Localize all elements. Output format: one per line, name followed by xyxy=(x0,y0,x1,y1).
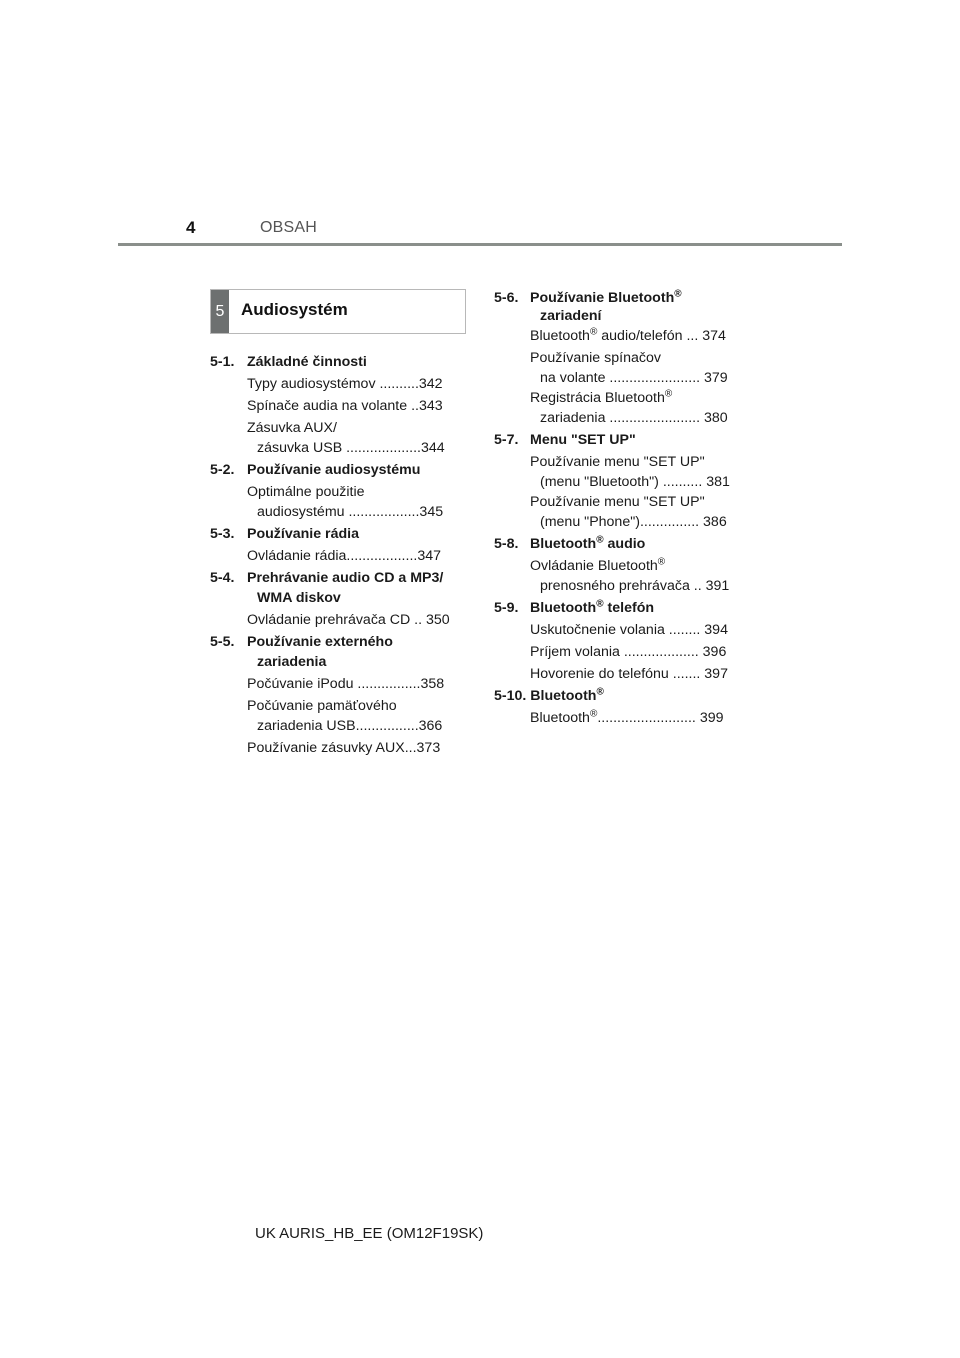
section-title: Používanie externého xyxy=(247,634,393,650)
toc-entry[interactable]: Používanie zásuvky AUX...373 xyxy=(247,740,441,756)
toc-entry-continued[interactable]: (menu "Phone")............... 386 xyxy=(540,514,727,530)
registered-mark: ® xyxy=(589,326,598,338)
toc-entry[interactable]: Používanie menu "SET UP" xyxy=(530,494,705,510)
toc-entry-continued[interactable]: na volante ....................... 379 xyxy=(540,370,728,386)
toc-section-5-10[interactable] xyxy=(494,686,604,706)
registered-mark: ® xyxy=(596,598,604,610)
entry-page: audio/telefón ... 374 xyxy=(597,328,726,344)
page-number: 4 xyxy=(186,218,196,237)
registered-mark: ® xyxy=(596,534,604,546)
toc-entry[interactable]: Uskutočnenie volania ........ 394 xyxy=(530,622,728,638)
toc-entry[interactable]: Používanie spínačov xyxy=(530,350,661,366)
toc-entry[interactable] xyxy=(530,556,665,576)
section-number: 5-9. xyxy=(494,600,519,616)
toc-entry[interactable]: Typy audiosystémov ..........342 xyxy=(247,376,443,392)
registered-mark: ® xyxy=(589,708,598,720)
chapter-number-tab: 5 xyxy=(211,290,229,333)
toc-section-title-continued[interactable]: WMA diskov xyxy=(257,590,341,606)
section-title: Používanie rádia xyxy=(247,526,359,542)
chapter-heading-box xyxy=(210,289,466,334)
toc-section-title-continued[interactable]: zariadení xyxy=(540,308,602,324)
toc-entry-continued[interactable]: zásuvka USB ...................344 xyxy=(257,440,445,456)
section-title: Základné činnosti xyxy=(247,354,367,370)
toc-entry-continued[interactable]: audiosystému ..................345 xyxy=(257,504,444,520)
toc-entry[interactable]: Optimálne použitie xyxy=(247,484,365,500)
chapter-title: Audiosystém xyxy=(241,300,348,319)
toc-entry[interactable] xyxy=(530,388,672,408)
section-number: 5-4. xyxy=(210,570,235,586)
section-number: 5-3. xyxy=(210,526,235,542)
toc-entry[interactable]: Príjem volania ................... 396 xyxy=(530,644,727,660)
toc-entry[interactable]: Hovorenie do telefónu ....... 397 xyxy=(530,666,728,682)
toc-section-5-1[interactable] xyxy=(210,352,367,372)
page-header-title: OBSAH xyxy=(260,219,318,236)
toc-section-5-6[interactable] xyxy=(494,288,682,308)
toc-section-5-3[interactable] xyxy=(210,524,359,544)
entry-text: Bluetooth xyxy=(530,710,590,726)
toc-section-5-8[interactable] xyxy=(494,534,645,554)
toc-entry-continued[interactable]: (menu "Bluetooth") .......... 381 xyxy=(540,474,730,490)
entry-text: Ovládanie Bluetooth xyxy=(530,558,658,574)
toc-entry-continued[interactable]: zariadenia ....................... 380 xyxy=(540,410,728,426)
toc-entry[interactable]: Počúvanie iPodu ................358 xyxy=(247,676,445,692)
section-title: Menu "SET UP" xyxy=(530,432,636,448)
section-title: Bluetooth xyxy=(530,600,597,616)
toc-entry[interactable]: Ovládanie prehrávača CD .. 350 xyxy=(247,612,450,628)
registered-mark: ® xyxy=(657,556,666,568)
registered-mark: ® xyxy=(674,288,682,300)
toc-entry[interactable]: Počúvanie pamäťového xyxy=(247,698,397,714)
entry-text: Registrácia Bluetooth xyxy=(530,390,665,406)
entry-page: ......................... 399 xyxy=(597,710,724,726)
section-title: 5-10. Bluetooth xyxy=(494,688,597,704)
registered-mark: ® xyxy=(664,388,673,400)
toc-section-title-continued[interactable]: zariadenia xyxy=(257,654,327,670)
section-title-suffix: audio xyxy=(603,536,646,552)
section-number: 5-7. xyxy=(494,432,519,448)
registered-mark: ® xyxy=(596,686,604,698)
section-title: Používanie audiosystému xyxy=(247,462,421,478)
section-title-suffix: telefón xyxy=(603,600,655,616)
toc-section-5-9[interactable] xyxy=(494,598,654,618)
section-title: Bluetooth xyxy=(530,536,597,552)
toc-entry[interactable]: Ovládanie rádia..................347 xyxy=(247,548,441,564)
toc-section-5-4[interactable] xyxy=(210,568,443,588)
section-number: 5-6. xyxy=(494,290,519,306)
header-divider xyxy=(118,243,842,246)
section-number: 5-5. xyxy=(210,634,235,650)
document-footer-code: UK AURIS_HB_EE (OM12F19SK) xyxy=(255,1225,484,1242)
section-number: 5-2. xyxy=(210,462,235,478)
toc-section-5-2[interactable] xyxy=(210,460,420,480)
toc-entry[interactable]: Spínače audia na volante ..343 xyxy=(247,398,443,414)
toc-entry[interactable] xyxy=(530,708,724,728)
toc-entry[interactable] xyxy=(530,326,726,346)
section-title: Prehrávanie audio CD a MP3/ xyxy=(247,570,444,586)
toc-section-5-5[interactable] xyxy=(210,632,393,652)
toc-section-5-7[interactable] xyxy=(494,430,636,450)
toc-entry[interactable]: Zásuvka AUX/ xyxy=(247,420,337,436)
entry-text: Bluetooth xyxy=(530,328,590,344)
toc-entry-continued[interactable]: prenosného prehrávača .. 391 xyxy=(540,578,730,594)
section-number: 5-1. xyxy=(210,354,235,370)
section-title: Používanie Bluetooth xyxy=(530,290,675,306)
toc-entry-continued[interactable]: zariadenia USB................366 xyxy=(257,718,443,734)
toc-entry[interactable]: Používanie menu "SET UP" xyxy=(530,454,705,470)
section-number: 5-8. xyxy=(494,536,519,552)
